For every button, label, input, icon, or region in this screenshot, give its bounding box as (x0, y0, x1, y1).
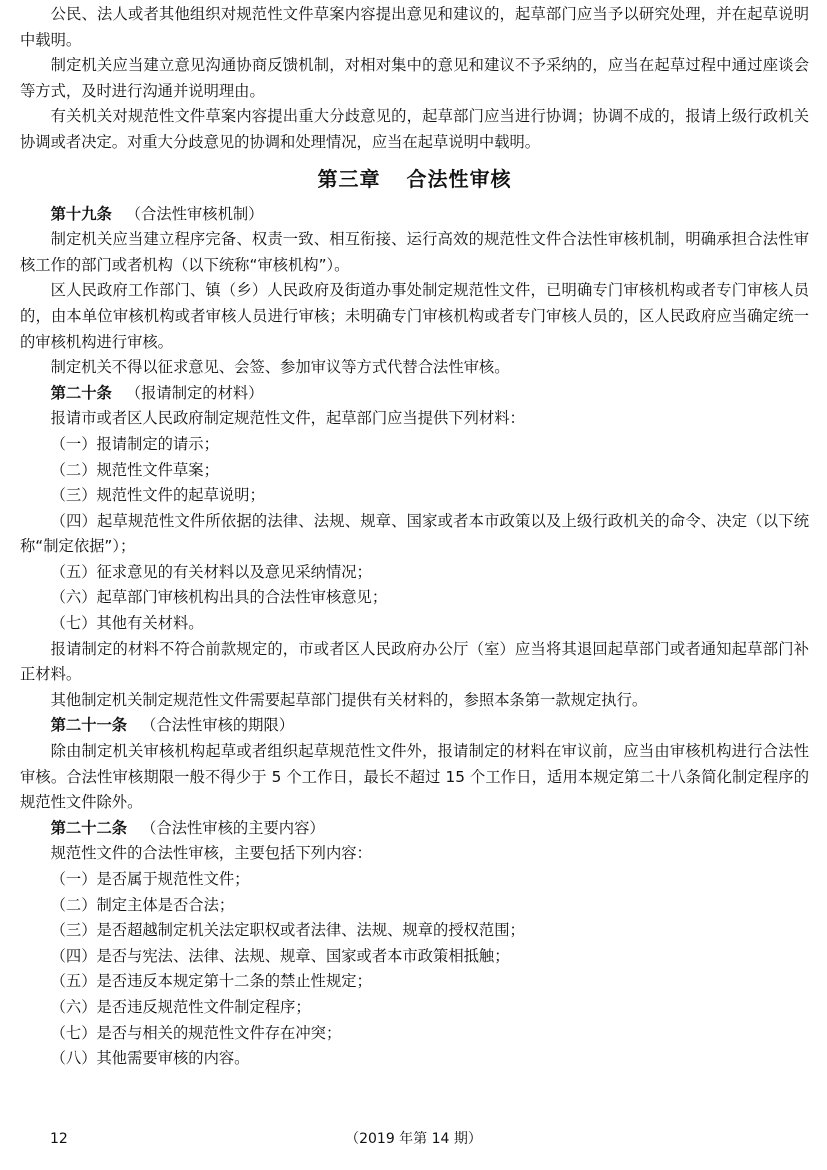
intro-paragraph-2: 制定机关应当建立意见沟通协商反馈机制，对相对集中的意见和建议不予采纳的，应当在起草过程中通过座谈会等方式，及时进行沟通并说明理由。 (20, 56, 809, 100)
page-body (20, 2, 809, 1072)
article-19-heading (20, 202, 809, 228)
article-20-tail-1: 报请制定的材料不符合前款规定的，市或者区人民政府办公厅（室）应当将其退回起草部门或者通知起草部门补正材料。 (20, 639, 809, 684)
article-20-item-6: （六）起草部门审核机构出具的合法性审核意见； (50, 588, 388, 607)
article-19-title: （合法性审核机制） (125, 204, 264, 223)
article-21-title: （合法性审核的期限） (141, 716, 295, 735)
article-20-item-1: （一）报请制定的请示； (50, 434, 219, 453)
article-20-item-7: （七）其他有关材料。 (50, 614, 204, 633)
article-20-item-5: （五）征求意见的有关材料以及意见采纳情况； (50, 562, 372, 581)
article-21-heading (20, 713, 809, 739)
intro-paragraph-1: 公民、法人或者其他组织对规范性文件草案内容提出意见和建议的，起草部门应当予以研究处理，并在起草说明中载明。 (20, 5, 809, 49)
article-19-number: 第十九条 (50, 204, 112, 223)
page-footer (0, 1128, 827, 1150)
article-22-item-8: （八）其他需要审核的内容。 (50, 1049, 250, 1068)
article-22-item-6: （六）是否违反规范性文件制定程序； (50, 997, 311, 1016)
article-20-heading (20, 381, 809, 407)
article-22-number: 第二十二条 (50, 818, 128, 837)
article-20-lead: 报请市或者区人民政府制定规范性文件，起草部门应当提供下列材料： (50, 409, 525, 428)
article-20-item-4: （四）起草规范性文件所依据的法律、法规、规章、国家或者本市政策以及上级行政机关的命令、决定（以下统称“制定依据”）； (20, 511, 809, 556)
article-20-title: （报请制定的材料） (125, 383, 264, 402)
article-22-heading (20, 816, 809, 842)
page-number: 12 (50, 1131, 68, 1147)
article-22-title: （合法性审核的主要内容） (141, 818, 325, 837)
intro-paragraph-3: 有关机关对规范性文件草案内容提出重大分歧意见的，起草部门应当进行协调；协调不成的，报请上级行政机关协调或者决定。对重大分歧意见的协调和处理情况，应当在起草说明中载明。 (20, 107, 809, 151)
article-22-item-4: （四）是否与宪法、法律、法规、规章、国家或者本市政策相抵触； (50, 946, 510, 965)
article-21-number: 第二十一条 (50, 716, 128, 735)
article-22-item-7: （七）是否与相关的规范性文件存在冲突； (50, 1023, 342, 1042)
article-22-item-2: （二）制定主体是否合法； (50, 895, 235, 914)
article-19-paragraph-2: 区人民政府工作部门、镇（乡）人民政府及街道办事处制定规范性文件，已明确专门审核机构或者专门审核人员的，由本单位审核机构或者审核人员进行审核；未明确专门审核机构或者专门审核人员的，区人民政府应当确定统一的审核机构进行审核。 (20, 281, 809, 351)
article-22-item-5: （五）是否违反本规定第十二条的禁止性规定； (50, 972, 372, 991)
chapter-number: 第三章 (317, 166, 381, 191)
issue-label: （2019 年第 14 期） (345, 1131, 482, 1147)
article-22-item-1: （一）是否属于规范性文件； (50, 870, 250, 888)
chapter-title: 合法性审核 (406, 166, 512, 191)
article-22-lead: 规范性文件的合法性审核，主要包括下列内容： (50, 844, 372, 863)
article-22-item-3: （三）是否超越制定机关法定职权或者法律、法规、规章的授权范围； (50, 921, 525, 940)
chapter-heading (20, 162, 809, 196)
article-21-paragraph-1: 除由制定机关审核机构起草或者组织起草规范性文件外，报请制定的材料在审议前，应当由审核机构进行合法性审核。合法性审核期限一般不得少于 5 个工作日，最长不超过 15 个工作日，适用本规定第二十八条简化制定程序的规范性文件除外。 (20, 742, 809, 812)
article-20-item-3: （三）规范性文件的起草说明； (50, 486, 265, 505)
article-19-paragraph-3: 制定机关不得以征求意见、会签、参加审议等方式代替合法性审核。 (50, 358, 510, 377)
article-20-tail-2: 其他制定机关制定规范性文件需要起草部门提供有关材料的，参照本条第一款规定执行。 (50, 690, 648, 709)
article-19-paragraph-1: 制定机关应当建立程序完备、权责一致、相互衔接、运行高效的规范性文件合法性审核机制，明确承担合法性审核工作的部门或者机构（以下统称“审核机构”）。 (20, 230, 809, 274)
article-20-number: 第二十条 (50, 383, 112, 402)
article-20-item-2: （二）规范性文件草案； (50, 460, 219, 479)
